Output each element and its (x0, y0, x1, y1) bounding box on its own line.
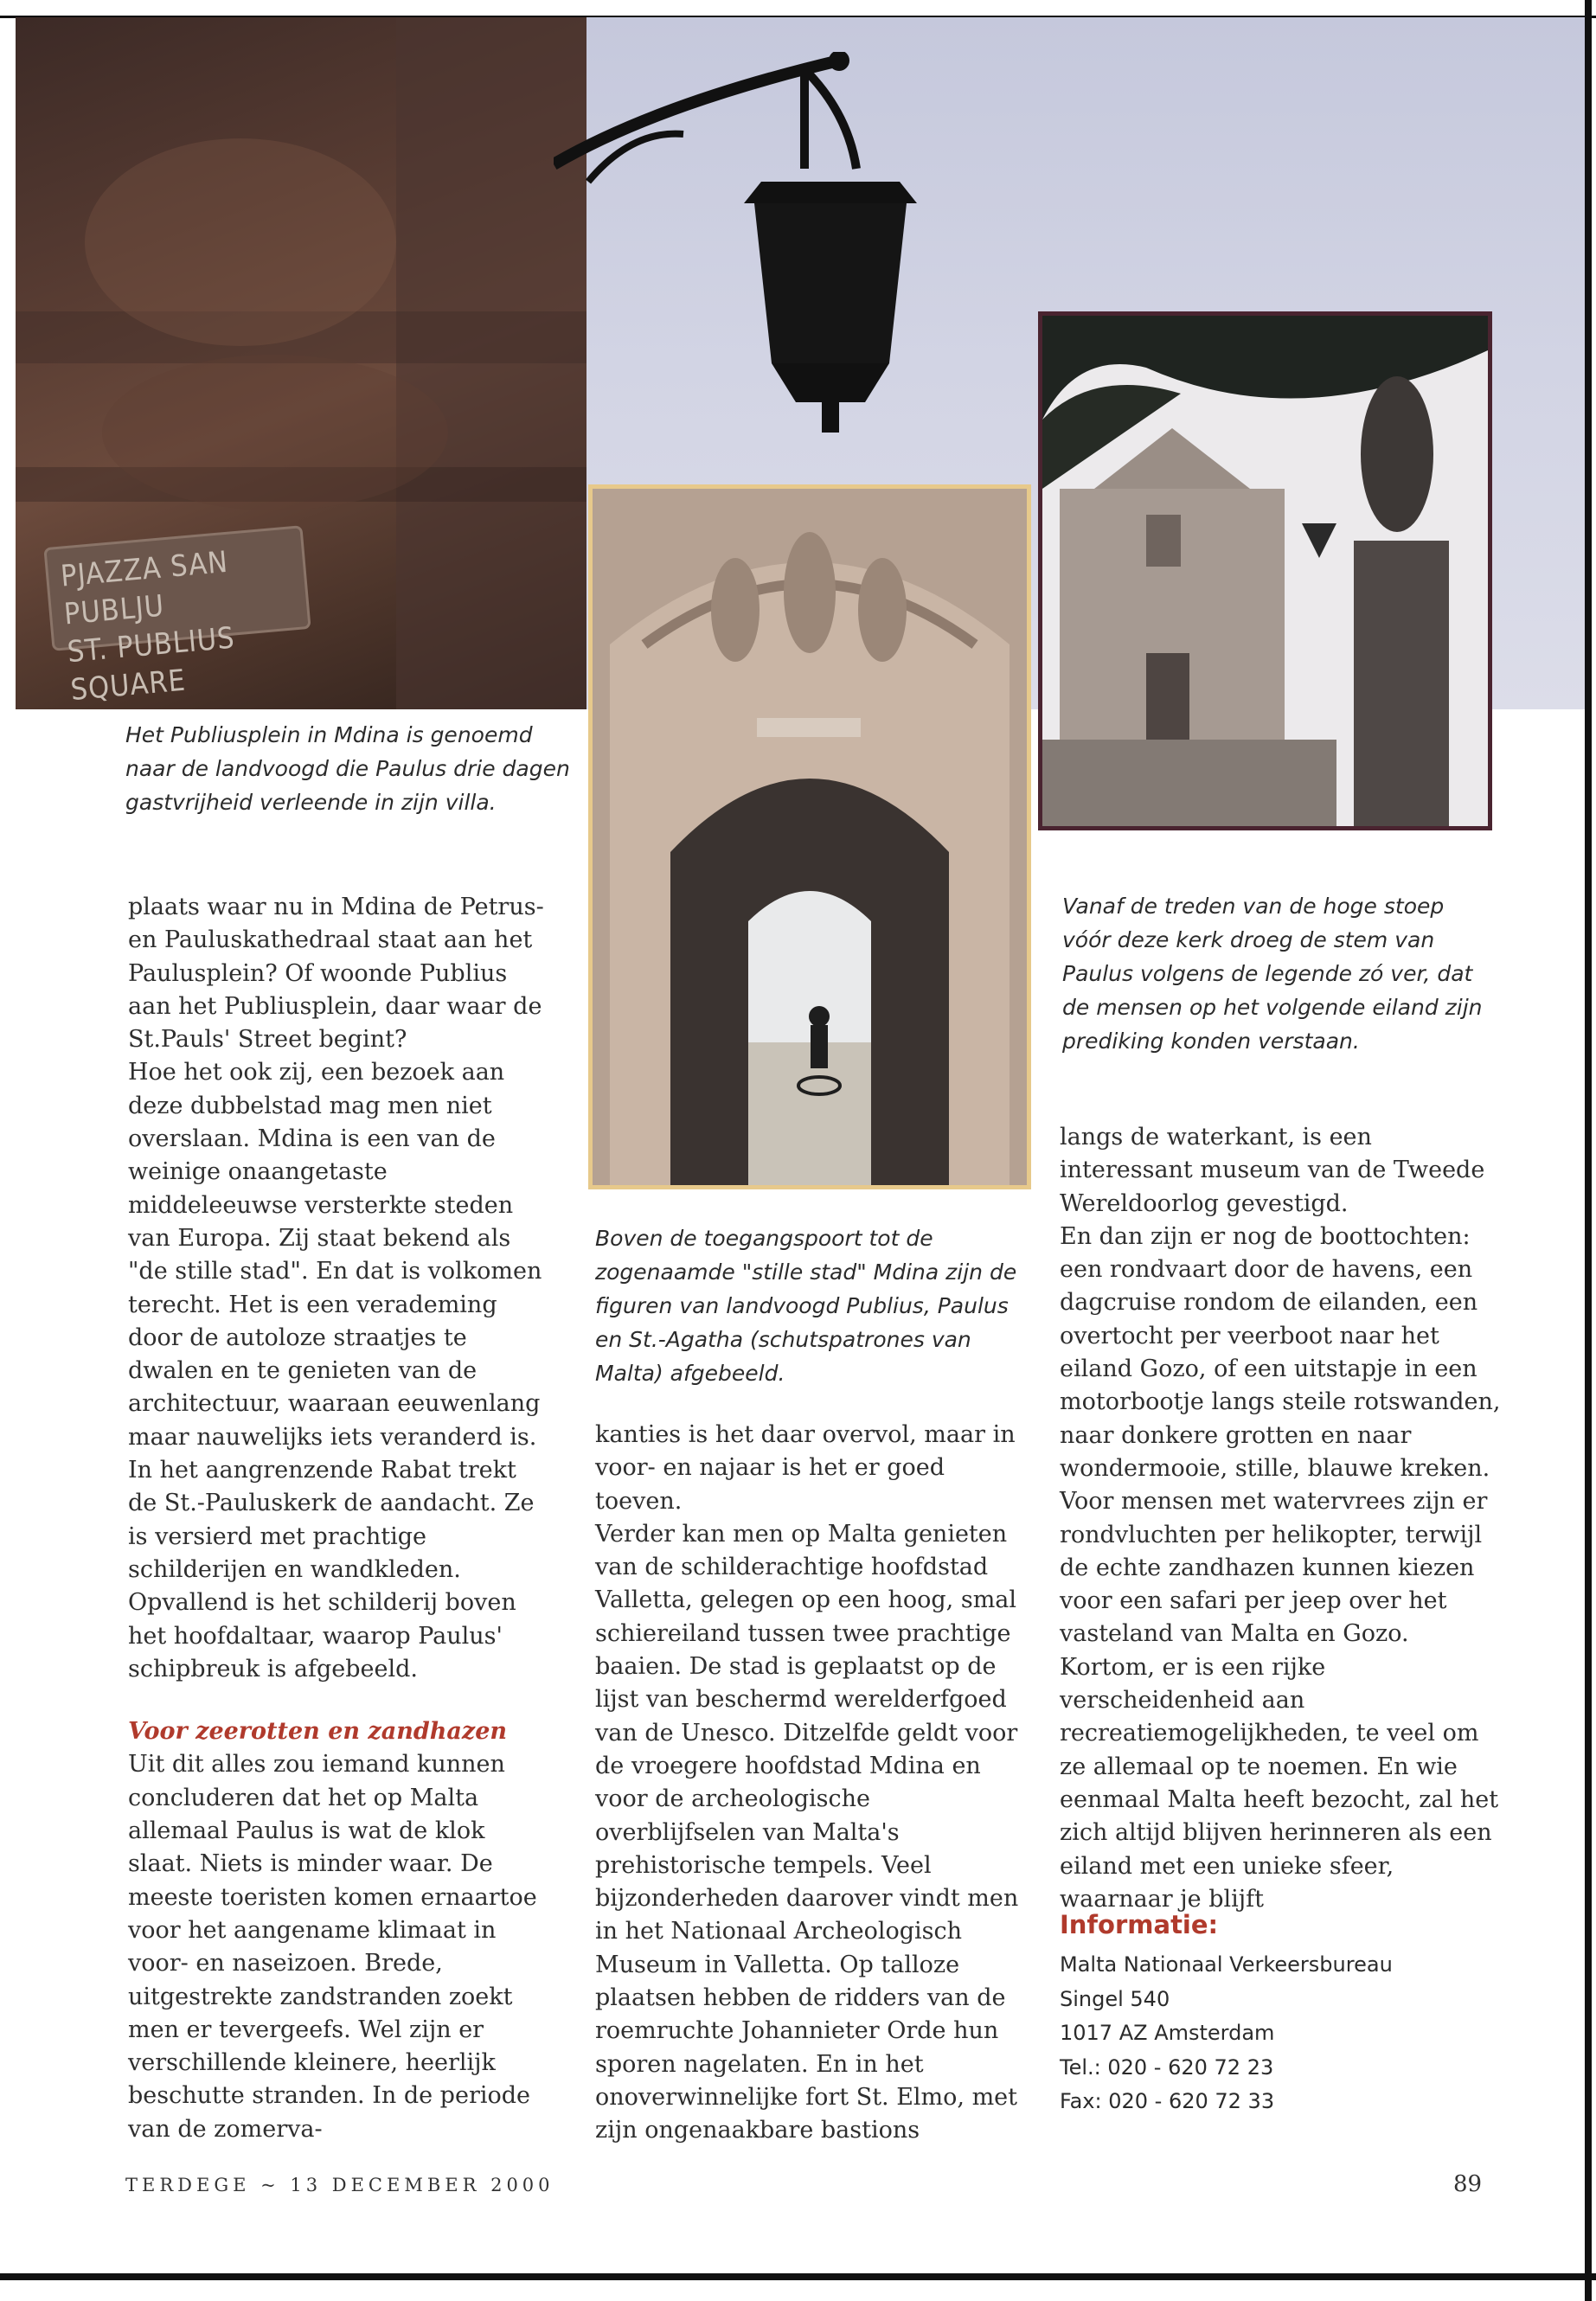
lantern-photo (554, 52, 934, 441)
gate-photo (588, 484, 1031, 1189)
paragraph: En dan zijn er nog de boottochten: een rondvaart door de havens, een dagcruise rondom de eilanden, een overtocht per veerboot naar het eiland Gozo, of een uitstapje in een motorbootje langs steile rotswanden, naar donkere grotten en naar wondermooie, stille, blauwe kreken. Voor mensen met watervrees zijn er rondvluchten per helikopter, terwijl de echte zandhazen kunnen kiezen voor een safari per jeep over het vasteland van Malta en Gozo. Kortom, er is een rijke verscheidenheid aan recreatiemogelijkheden, te veel om ze allemaal op te noemen. En wie eenmaal Malta heeft bezocht, zal het zich altijd blijven herinneren als een eiland met een unieke sfeer, waarnaar je blijft (1060, 1222, 1501, 1913)
info-street: Singel 540 (1060, 1986, 1170, 2011)
church-illustration (1042, 316, 1488, 826)
column-right (1060, 1121, 1501, 1916)
street-sign-line-1: PJAZZA SAN PUBLJU (59, 544, 230, 632)
info-box (1060, 1910, 1501, 2119)
scan-border-top (0, 0, 1596, 18)
paragraph: Uit dit alles zou iemand kunnen concluderen dat het op Malta allemaal Paulus is wat de klok slaat. Niets is minder waar. De meeste toeristen komen ernaartoe voor het aangename klimaat in voor- en naseizoen. Brede, uitgestrekte zandstranden zoekt men er tevergeefs. Wel zijn er verschillende kleinere, heerlijk beschutte stranden. In de periode van de zomerva- (128, 1751, 537, 2143)
info-city: 1017 AZ Amsterdam (1060, 2021, 1275, 2045)
page-number: 89 (1453, 2171, 1483, 2197)
paragraph: plaats waar nu in Mdina de Petrus- en Pauluskathedraal staat aan het Paulusplein? Of woonde Publius aan het Publiusplein, daar waar de St.Pauls' Street begint? (128, 894, 544, 1054)
gate-illustration (593, 489, 1027, 1185)
paragraph: In het aangrenzende Rabat trekt de St.-Pauluskerk de aandacht. Ze is versierd met prachtige schilderijen en wandkleden. Opvallend is het schilderij boven het hoofdaltaar, waarop Paulus' schipbreuk is afgebeeld. (128, 1457, 535, 1682)
section-heading: Voor zeerotten en zandhazen (128, 1718, 507, 1746)
column-middle (595, 1419, 1028, 2148)
info-telephone: Tel.: 020 - 620 72 23 (1060, 2054, 1274, 2080)
paragraph: Hoe het ook zij, een bezoek aan deze dubbelstad mag men niet overslaan. Mdina is een van de weinige onaangetaste middeleeuwse versterkte steden van Europa. Zij staat bekend als "de stille stad". En dat is volkomen terecht. Het is een verademing door de autoloze straatjes te dwalen en te genieten van de architectuur, waaraan eeuwenlang maar nauwelijks iets veranderd is. (128, 1059, 542, 1451)
caption-gate: Boven de toegangspoort tot de zogenaamde "stille stad" Mdina zijn de figuren van landvoogd Publius, Paulus en St.-Agatha (schutspatrones van Malta) afgebeeld. (595, 1226, 1017, 1386)
street-sign-line-2: ST. PUBLIUS SQUARE (66, 620, 237, 708)
paragraph: Verder kan men op Malta genieten van de schilderachtige hoofdstad Valletta, gelegen op een hoog, smal schiereiland tussen twee prachtige baaien. De stad is geplaatst op de lijst van beschermd werelderfgoed van de Unesco. Ditzelfde geldt voor de vroegere hoofdstad Mdina en voor de archeologische overblijfselen van Malta's prehistorische tempels. Veel bijzonderheden daarover vindt men in het Nationaal Archeologisch Museum in Valletta. Op talloze plaatsen hebben de ridders van de roemruchte Johannieter Orde hun sporen nagelaten. En in het onoverwinnelijke fort St. Elmo, met zijn ongenaakbare bastions (595, 1520, 1019, 2144)
lantern-icon (554, 52, 934, 441)
paragraph: kanties is het daar overvol, maar in voor- en najaar is het er goed toeven. (595, 1421, 1016, 1515)
info-title: Informatie: (1060, 1910, 1219, 1939)
footer-publication: TERDEGE ~ 13 DECEMBER 2000 (125, 2175, 554, 2195)
caption-publiusplein: Het Publiusplein in Mdina is genoemd naar de landvoogd die Paulus drie dagen gastvrijheid verleende in zijn villa. (125, 722, 570, 815)
info-organisation: Malta Nationaal Verkeersbureau (1060, 1952, 1393, 1977)
scan-border-bottom (0, 2273, 1596, 2280)
column-left (128, 891, 552, 2146)
church-photo (1038, 311, 1492, 830)
caption-church: Vanaf de treden van de hoge stoep vóór deze kerk droeg de stem van Paulus volgens de legende zó ver, dat de mensen op het volgende eiland zijn prediking konden verstaan. (1062, 894, 1483, 1054)
scan-border-right (1585, 0, 1592, 2301)
street-sign (43, 525, 311, 708)
info-fax: Fax: 020 - 620 72 33 (1060, 2089, 1275, 2113)
paragraph: langs de waterkant, is een interessant museum van de Tweede Wereldoorlog gevestigd. (1060, 1124, 1485, 1217)
